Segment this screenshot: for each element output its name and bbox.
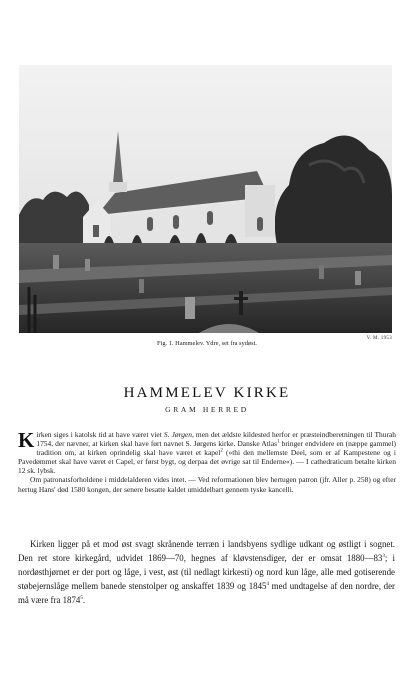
body-text-d: . — [82, 594, 86, 605]
footnote-ref-4: 4 — [266, 581, 269, 587]
intro-text-a: irken siges i katolsk tid at have været viet — [36, 430, 164, 439]
drop-cap: K — [18, 428, 35, 452]
photo-credit: V. M. 1953 — [366, 336, 392, 341]
page-title: HAMMELEV KIRKE — [123, 385, 291, 401]
footnote-ref-3: 3 — [382, 553, 385, 559]
intro-text-d: (»thi den mellemste Deel, som er af Kampestene og i Pavedømmet skal have været et Capel, er først bygt, og derpaa det øvrige sat til Enderne«). — I cathedraticum betalte kirken 12 sk. lybsk. — [18, 448, 396, 476]
figure-caption: Fig. 1. Hammelev. Ydre, set fra sydøst. — [157, 340, 257, 347]
body-text-a: Kirken ligger på et mod øst svagt skrånende terræn i landsbyens sydlige udkant og østligt i sognet. Den ret store kirkegård, udvidet 1869—70, hegnes af kløvstensdiger, der er omsat 1880—83 — [18, 539, 395, 563]
body-text-b: ; i nordøsthjørnet er der port og låge, i vest, øst (til nedlagt kirkesti) og nord kun låge, alle med gotiserende støbejernslåge mellem banede stenstolper og anskaffet 1839 og 1845 — [18, 552, 395, 591]
saint-name: S. Jørgen — [163, 430, 192, 439]
footnote-ref-5: 5 — [80, 595, 83, 601]
body-paragraph — [18, 538, 395, 608]
intro-paragraph-2: Om patronatsforholdene i middelalderen vides intet. — Ved reformationen blev hertugen patron (jfr. Aller p. 258) og efter hertug Hans' død 1580 kongen, der senere besatte kaldet umiddelbart gennem tyske kancelli. — [18, 475, 396, 494]
intro-section — [18, 430, 396, 494]
intro-text-c: bringer endvidere en (næppe gammel) tradition om, at kirken oprindelig skal have været et kapel — [36, 439, 396, 458]
body-text-c: med undtagelse af den nordre, der må være fra 1874 — [18, 580, 396, 605]
footnote-ref-2: 2 — [220, 448, 223, 454]
footnote-ref-1: 1 — [277, 439, 280, 445]
page-subtitle: GRAM HERRED — [165, 405, 249, 414]
church-photograph — [19, 65, 392, 333]
intro-text-b: , men det ældste kildested herfor er præsteindberetningen til Thurah 1754, der nævner, at kirken skal have ført navnet S. Jørgens kirke. Danske Atlas — [36, 430, 396, 449]
intro-paragraph-1 — [18, 430, 396, 475]
